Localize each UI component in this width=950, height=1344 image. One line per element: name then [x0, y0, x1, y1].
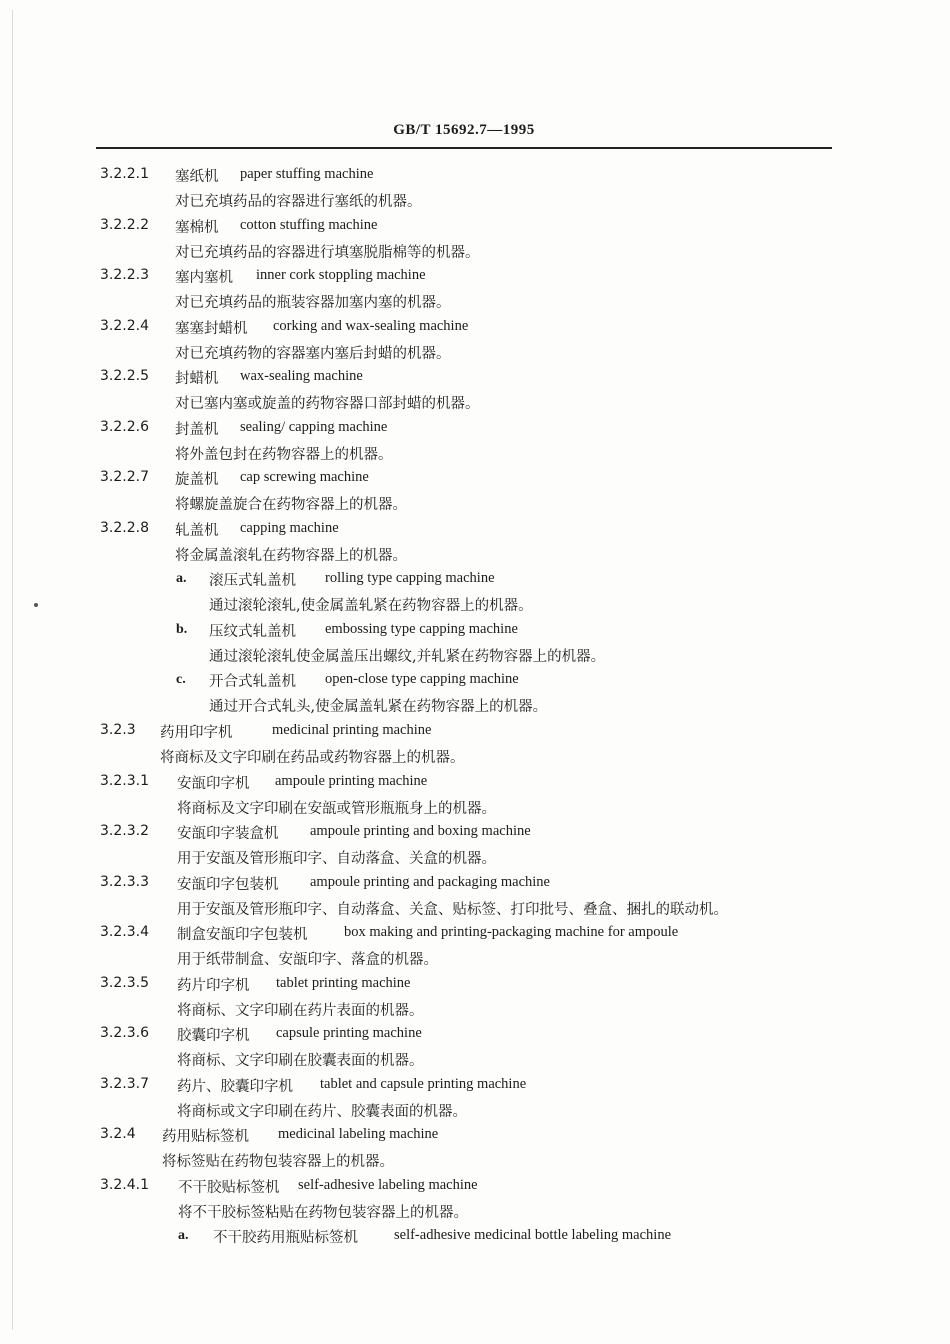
term-chinese: 塞内塞机: [175, 270, 233, 286]
entry-number: 3.2.3.7: [100, 1076, 149, 1092]
term-chinese: 药片、胶囊印字机: [177, 1079, 293, 1095]
term-definition: 对已充填药品的瓶装容器加塞内塞的机器。: [175, 295, 451, 311]
term-chinese: 封蜡机: [175, 371, 219, 387]
term-definition: 将商标、文字印刷在胶囊表面的机器。: [177, 1053, 424, 1069]
entry-number: 3.2.2.1: [100, 166, 149, 182]
term-definition: 通过滚轮滚轧使金属盖压出螺纹,并轧紧在药物容器上的机器。: [209, 649, 606, 665]
entry-number: 3.2.2.8: [100, 520, 149, 536]
term-english: medicinal labeling machine: [278, 1126, 439, 1142]
term-english: medicinal printing machine: [272, 722, 432, 738]
term-english: ampoule printing and packaging machine: [310, 874, 550, 890]
term-english: self-adhesive labeling machine: [298, 1177, 478, 1193]
term-chinese: 不干胶药用瓶贴标签机: [213, 1230, 358, 1246]
term-definition: 用于纸带制盒、安瓿印字、落盒的机器。: [177, 952, 438, 968]
term-definition: 将商标或文字印刷在药片、胶囊表面的机器。: [177, 1104, 467, 1120]
term-chinese: 开合式轧盖机: [209, 674, 296, 690]
term-definition: 将商标、文字印刷在药片表面的机器。: [177, 1003, 424, 1019]
subentry-letter: a.: [178, 1228, 189, 1243]
term-chinese: 不干胶贴标签机: [178, 1180, 280, 1196]
term-english: paper stuffing machine: [240, 166, 374, 182]
entry-number: 3.2.4: [100, 1126, 136, 1142]
term-chinese: 旋盖机: [175, 472, 219, 488]
term-definition: 将不干胶标签粘贴在药物包装容器上的机器。: [178, 1205, 468, 1221]
term-english: self-adhesive medicinal bottle labeling machine: [394, 1227, 672, 1243]
entry-number: 3.2.3.4: [100, 924, 149, 940]
term-english: corking and wax-sealing machine: [273, 318, 469, 334]
entry-number: 3.2.3: [100, 722, 136, 738]
entry-number: 3.2.3.6: [100, 1025, 149, 1041]
term-chinese: 安瓿印字包装机: [177, 877, 279, 893]
term-english: cotton stuffing machine: [240, 217, 378, 233]
term-chinese: 压纹式轧盖机: [209, 624, 296, 640]
entry-number: 3.2.3.2: [100, 823, 149, 839]
term-chinese: 安瓿印字装盒机: [177, 826, 279, 842]
term-chinese: 药用印字机: [160, 725, 233, 741]
entry-number: 3.2.3.5: [100, 975, 149, 991]
term-definition: 将商标及文字印刷在药品或药物容器上的机器。: [160, 750, 465, 766]
term-definition: 将金属盖滚轧在药物容器上的机器。: [175, 548, 407, 564]
term-definition: 对已充填药品的容器进行塞纸的机器。: [175, 194, 422, 210]
term-definition: 对已塞内塞或旋盖的药物容器口部封蜡的机器。: [175, 396, 480, 412]
entry-number: 3.2.4.1: [100, 1177, 149, 1193]
term-english: tablet and capsule printing machine: [320, 1076, 527, 1092]
term-english: inner cork stoppling machine: [256, 267, 426, 283]
term-definition: 对已充填药品的容器进行填塞脱脂棉等的机器。: [175, 245, 480, 261]
term-chinese: 塞塞封蜡机: [175, 321, 248, 337]
entry-number: 3.2.2.5: [100, 368, 149, 384]
scan-edge-left: [12, 10, 13, 1330]
header-rule: [96, 147, 832, 149]
term-definition: 用于安瓿及管形瓶印字、自动落盒、关盒、贴标签、打印批号、叠盒、捆扎的联动机。: [177, 902, 728, 918]
term-english: embossing type capping machine: [325, 621, 518, 637]
scan-speck: [34, 603, 38, 607]
term-chinese: 安瓿印字机: [177, 776, 250, 792]
term-english: rolling type capping machine: [325, 570, 495, 586]
term-english: wax-sealing machine: [240, 368, 363, 384]
term-chinese: 滚压式轧盖机: [209, 573, 296, 589]
term-chinese: 塞棉机: [175, 220, 219, 236]
entry-number: 3.2.3.3: [100, 874, 149, 890]
term-chinese: 药片印字机: [177, 978, 250, 994]
term-english: capsule printing machine: [276, 1025, 422, 1041]
term-definition: 将商标及文字印刷在安瓿或管形瓶瓶身上的机器。: [177, 801, 496, 817]
entry-number: 3.2.2.2: [100, 217, 149, 233]
entry-number: 3.2.3.1: [100, 773, 149, 789]
standard-number-header: GB/T 15692.7—1995: [393, 122, 535, 138]
term-definition: 将外盖包封在药物容器上的机器。: [175, 447, 393, 463]
subentry-letter: a.: [176, 571, 187, 586]
term-chinese: 轧盖机: [175, 523, 219, 539]
term-chinese: 塞纸机: [175, 169, 219, 185]
term-english: ampoule printing and boxing machine: [310, 823, 531, 839]
subentry-letter: c.: [176, 672, 186, 687]
term-chinese: 药用贴标签机: [162, 1129, 249, 1145]
term-english: cap screwing machine: [240, 469, 369, 485]
term-english: box making and printing-packaging machine for ampoule: [344, 924, 679, 940]
term-english: capping machine: [240, 520, 339, 536]
term-english: open-close type capping machine: [325, 671, 519, 687]
term-chinese: 封盖机: [175, 422, 219, 438]
entry-number: 3.2.2.6: [100, 419, 149, 435]
subentry-letter: b.: [176, 622, 188, 637]
term-definition: 通过开合式轧头,使金属盖轧紧在药物容器上的机器。: [209, 699, 548, 715]
entry-number: 3.2.2.3: [100, 267, 149, 283]
term-definition: 用于安瓿及管形瓶印字、自动落盒、关盒的机器。: [177, 851, 496, 867]
term-definition: 通过滚轮滚轧,使金属盖轧紧在药物容器上的机器。: [209, 598, 533, 614]
term-english: tablet printing machine: [276, 975, 411, 991]
term-chinese: 制盒安瓿印字包装机: [177, 927, 308, 943]
term-english: sealing/ capping machine: [240, 419, 388, 435]
term-definition: 将标签贴在药物包装容器上的机器。: [162, 1154, 394, 1170]
term-chinese: 胶囊印字机: [177, 1028, 250, 1044]
term-english: ampoule printing machine: [275, 773, 428, 789]
entry-number: 3.2.2.7: [100, 469, 149, 485]
term-definition: 对已充填药物的容器塞内塞后封蜡的机器。: [175, 346, 451, 362]
entry-number: 3.2.2.4: [100, 318, 149, 334]
term-definition: 将螺旋盖旋合在药物容器上的机器。: [175, 497, 407, 513]
